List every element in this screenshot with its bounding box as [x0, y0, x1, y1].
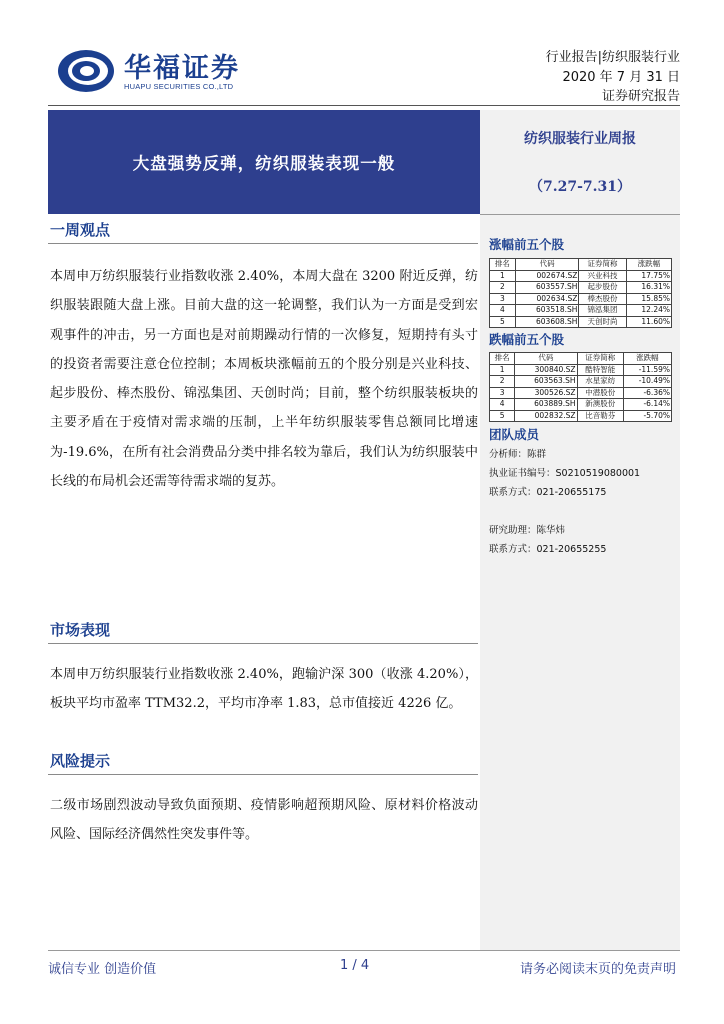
- risk-text: 二级市场剧烈波动导致负面预期、疫情影响超预期风险、原材料价格波动风险、国际经济偶然性突发事件等。: [50, 798, 478, 843]
- cell-change: 15.85%: [626, 293, 671, 305]
- cell-name: 起步股份: [579, 282, 626, 294]
- cell-code: 002674.SZ: [515, 270, 579, 282]
- cell-change: -6.36%: [623, 387, 671, 399]
- cell-rank: 4: [490, 305, 516, 317]
- sidebar-date-range: （7.27-7.31）: [528, 179, 631, 195]
- table-row: [490, 387, 672, 399]
- cell-name: 锦泓集团: [579, 305, 626, 317]
- cell-name: 比音勒芬: [577, 410, 623, 422]
- cell-rank: 3: [490, 387, 515, 399]
- header-divider: [48, 105, 680, 106]
- cell-change: 11.60%: [626, 316, 671, 328]
- cell-name: 新澳股份: [577, 399, 623, 411]
- cell-rank: 1: [490, 364, 515, 376]
- report-class: 证券研究报告: [601, 89, 680, 104]
- losers-title: 跌幅前五个股: [489, 332, 565, 347]
- table-header-row: [490, 259, 672, 271]
- section-title-market: 市场表现: [50, 621, 111, 639]
- analyst-cert: 执业证书编号：S0210519080001: [489, 468, 641, 479]
- section-divider: [48, 774, 478, 775]
- footer-disclaimer-link[interactable]: 请务必阅读末页的免责声明: [519, 962, 676, 977]
- team-title: 团队成员: [489, 427, 540, 442]
- table-row: [490, 410, 672, 422]
- cell-rank: 2: [490, 376, 515, 388]
- company-logo: [56, 46, 256, 96]
- table-header-row: [490, 353, 672, 365]
- cell-rank: 3: [490, 293, 516, 305]
- cell-code: 300526.SZ: [515, 387, 577, 399]
- section-title-risk: 风险提示: [50, 752, 111, 770]
- table-row: [490, 270, 672, 282]
- sidebar-divider: [480, 214, 680, 215]
- col-rank: 排名: [490, 353, 515, 365]
- cell-rank: 4: [490, 399, 515, 411]
- analyst-name: 分析师：陈群: [489, 449, 547, 460]
- weekly-view-text: 本周申万纺织服装行业指数收涨 2.40%，本周大盘在 3200 附近反弹，纺织服装跟随大盘上涨。目前大盘的这一轮调整，我们认为一方面是受到宏观事件的冲击，另一方面也是对前期躁动行情的一次修复，短期持有头寸的投资者需要注意仓位控制；本周板块涨幅前五的个股分别是兴业科技、起步股份、棒杰股份、锦泓集团、天创时尚；目前，整个纺织服装板块的主要矛盾在于疫情对需求端的压制，上半年纺织服装零售总额同比增速为-19.6%，在所有社会消费品分类中排名较为靠后，我们认为纺织服装中长线的布局机会还需等待需求端的复苏。: [50, 269, 478, 490]
- cell-rank: 1: [490, 270, 516, 282]
- header-meta: [546, 48, 680, 107]
- cell-change: -10.49%: [623, 376, 671, 388]
- report-title: 大盘强势反弹，纺织服装表现一般: [132, 154, 396, 173]
- losers-table: [489, 352, 672, 422]
- assistant-contact: 联系方式：021-20655255: [489, 544, 607, 555]
- col-code: 代码: [515, 259, 579, 271]
- assistant-name: 研究助理：陈华炜: [489, 525, 566, 536]
- cell-rank: 5: [490, 410, 515, 422]
- cell-code: 603563.SH: [515, 376, 577, 388]
- footer-slogan: 诚信专业 创造价值: [48, 962, 157, 977]
- cell-name: 天创时尚: [579, 316, 626, 328]
- cell-code: 002634.SZ: [515, 293, 579, 305]
- footer-divider: [48, 950, 680, 951]
- table-row: [490, 316, 672, 328]
- cell-name: 中潜股份: [577, 387, 623, 399]
- report-date: 2020 年 7 月 31 日: [562, 69, 680, 85]
- cell-change: -6.14%: [623, 399, 671, 411]
- gainers-table: [489, 258, 672, 328]
- cell-change: -11.59%: [623, 364, 671, 376]
- cell-name: 酷特智能: [577, 364, 623, 376]
- cell-name: 水星家纺: [577, 376, 623, 388]
- col-name: 证券简称: [579, 259, 626, 271]
- table-row: [490, 293, 672, 305]
- table-row: [490, 364, 672, 376]
- cell-code: 300840.SZ: [515, 364, 577, 376]
- analyst-contact: 联系方式：021-20655175: [489, 487, 607, 498]
- report-type: 行业报告|纺织服装行业: [545, 50, 680, 65]
- market-text: 本周申万纺织服装行业指数收涨 2.40%，跑输沪深 300（收涨 4.20%），板块平均市盈率 TTM32.2，平均市净率 1.83，总市值接近 4226 亿。: [50, 667, 478, 712]
- cell-change: 16.31%: [626, 282, 671, 294]
- cell-change: -5.70%: [623, 410, 671, 422]
- cell-code: 603889.SH: [515, 399, 577, 411]
- cell-rank: 2: [490, 282, 516, 294]
- cell-name: 兴业科技: [579, 270, 626, 282]
- table-row: [490, 399, 672, 411]
- gainers-title: 涨幅前五个股: [489, 237, 565, 252]
- logo-english-name: HUAPU SECURITIES CO.,LTD: [124, 82, 234, 91]
- sidebar-report-title: 纺织服装行业周报: [524, 131, 636, 147]
- cell-code: 603608.SH: [515, 316, 579, 328]
- table-row: [490, 282, 672, 294]
- logo-chinese-name: 华福证券: [124, 53, 240, 84]
- cell-name: 棒杰股份: [579, 293, 626, 305]
- section-divider: [48, 243, 478, 244]
- cell-change: 17.75%: [626, 270, 671, 282]
- col-change: 涨跌幅: [623, 353, 671, 365]
- cell-rank: 5: [490, 316, 516, 328]
- col-change: 涨跌幅: [626, 259, 671, 271]
- page-number: 1 / 4: [340, 958, 370, 973]
- section-divider: [48, 643, 478, 644]
- swirl-logo-icon: [56, 46, 116, 96]
- table-row: [490, 305, 672, 317]
- cell-code: 002832.SZ: [515, 410, 577, 422]
- cell-change: 12.24%: [626, 305, 671, 317]
- section-title-weekly-view: 一周观点: [50, 221, 111, 239]
- cell-code: 603518.SH: [515, 305, 579, 317]
- col-code: 代码: [515, 353, 577, 365]
- cell-code: 603557.SH: [515, 282, 579, 294]
- col-name: 证券简称: [577, 353, 623, 365]
- title-banner: [48, 110, 480, 214]
- col-rank: 排名: [490, 259, 516, 271]
- table-row: [490, 376, 672, 388]
